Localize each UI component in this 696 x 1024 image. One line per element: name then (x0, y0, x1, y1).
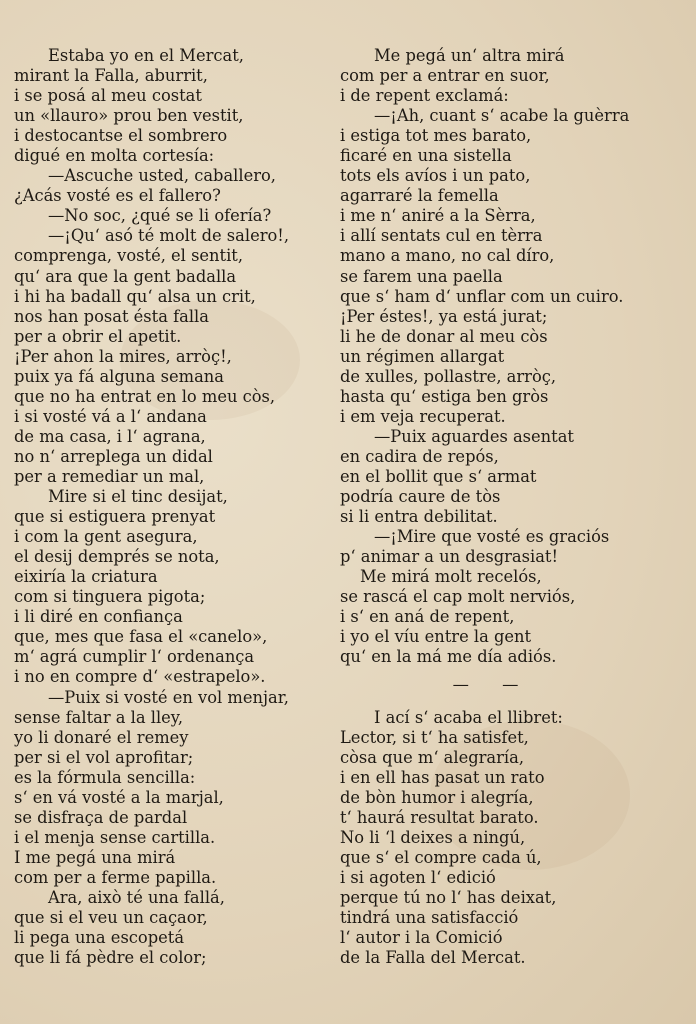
poem-line: digué en molta cortesía: (14, 146, 215, 166)
poem-line: comprenga, vosté, el sentit, (14, 246, 244, 266)
poem-line: I ací s‘ acaba el llibret: (374, 707, 563, 727)
poem-line: —No soc, ¿qué se li ofería? (48, 206, 272, 226)
poem-line: que si el veu un caçaor, (14, 908, 208, 928)
poem-line: com si tinguera pigota; (14, 587, 206, 607)
poem-line: com per a entrar en suor, (340, 66, 550, 86)
poem-line: i el menja sense cartilla. (14, 827, 216, 847)
poem-line: i s‘ en aná de repent, (340, 607, 515, 627)
poem-line: l‘ autor i la Comició (340, 928, 503, 948)
poem-line: se farem una paella (340, 266, 503, 286)
poem-line: que s‘ ham d‘ unflar com un cuiro. (340, 286, 624, 306)
poem-line: i com la gent asegura, (14, 527, 198, 547)
poem-line: Ara, això té una fallá, (48, 887, 225, 907)
closing-verses (340, 708, 685, 969)
poem-line: i em veja recuperat. (340, 406, 506, 426)
poem-line: de xulles, pollastre, arròç, (340, 366, 557, 386)
poem-line: p‘ animar a un desgrasiat! (340, 547, 558, 567)
poem-line: —Puix si vosté en vol menjar, (48, 687, 289, 707)
poem-line: puix ya fá alguna semana (14, 366, 224, 386)
poem-line: en cadira de repós, (340, 446, 499, 466)
poem-line: i si agoten l‘ edició (340, 867, 496, 887)
poem-line: —Ascuche usted, caballero, (48, 166, 276, 186)
poem-line: li he de donar al meu còs (340, 326, 548, 346)
poem-line: que no ha entrat en lo meu còs, (14, 386, 276, 406)
poem-line: de bòn humor i alegría, (340, 787, 534, 807)
poem-line: en el bollit que s‘ armat (340, 466, 537, 486)
poem-line: per a remediar un mal, (14, 466, 205, 486)
poem-line: —¡Mire que vosté es graciós (374, 527, 610, 547)
poem-line: com per a ferme papilla. (14, 867, 217, 887)
poem-line: un régimen allargat (340, 346, 505, 366)
poem-line: que li fá pèdre el color; (14, 948, 207, 968)
poem-line: i se posá al meu costat (14, 86, 202, 106)
poem-line: i me n‘ aniré a la Sèrra, (340, 206, 536, 226)
poem-line: ficaré en una sistella (340, 146, 512, 166)
poem-line: ¿Acás vosté es el fallero? (14, 186, 221, 206)
poem-line: de la Falla del Mercat. (340, 948, 526, 968)
poem-line: per a obrir el apetit. (14, 326, 182, 346)
poem-line: agarraré la femella (340, 186, 499, 206)
poem-line: i en ell has pasat un rato (340, 767, 545, 787)
poem-line: i allí sentats cul en tèrra (340, 226, 543, 246)
poem-line: que, mes que fasa el «canelo», (14, 627, 268, 647)
poem-line: podría caure de tòs (340, 487, 501, 507)
poem-line: li pega una escopetá (14, 928, 185, 948)
poem-line: —Puix aguardes asentat (374, 426, 574, 446)
poem-line: —¡Qu‘ asó té molt de salero!, (48, 226, 290, 246)
poem-line: i no en compre d‘ «estrapelo». (14, 667, 266, 687)
poem-line: sense faltar a la lley, (14, 707, 184, 727)
poem-line: que s‘ el compre cada ú, (340, 847, 542, 867)
poem-line: no n‘ arreplega un didal (14, 446, 213, 466)
poem-line: qu‘ en la má me día adiós. (340, 647, 557, 667)
left-poem-column (14, 46, 334, 968)
poem-line: Estaba yo en el Mercat, (48, 46, 244, 65)
section-separator: — — (452, 675, 533, 695)
poem-line: perque tú no l‘ has deixat, (340, 887, 557, 907)
poem-line: nos han posat ésta falla (14, 306, 209, 326)
poem-line: se rascá el cap molt nerviós, (340, 587, 576, 607)
poem-line: Lector, si t‘ ha satisfet, (340, 727, 529, 747)
poem-line: mirant la Falla, aburrit, (14, 66, 208, 86)
poem-line: t‘ haurá resultat barato. (340, 807, 539, 827)
poem-line: un «llauro» prou ben vestit, (14, 106, 244, 126)
poem-line: que si estiguera prenyat (14, 507, 216, 527)
poem-line: tindrá una satisfacció (340, 907, 519, 927)
poem-line: No li ‘l deixes a ningú, (340, 827, 526, 847)
poem-line: eixiría la criatura (14, 567, 158, 587)
poem-line: per si el vol aprofitar; (14, 747, 194, 767)
poem-line: m‘ agrá cumplir l‘ ordenança (14, 647, 255, 667)
poem-line: I me pegá una mirá (14, 847, 176, 867)
right-poem-column (340, 46, 685, 968)
poem-line: tots els avíos i un pato, (340, 166, 531, 186)
poem-line: de ma casa, i l‘ agrana, (14, 426, 206, 446)
poem-line: i si vosté vá a l‘ andana (14, 406, 207, 426)
poem-line: i hi ha badall qu‘ alsa un crit, (14, 286, 256, 306)
poem-line: i yo el víu entre la gent (340, 627, 532, 647)
poem-line: i estiga tot mes barato, (340, 126, 532, 146)
poem-line: qu‘ ara que la gent badalla (14, 266, 237, 286)
poem-line: i li diré en confiança (14, 607, 183, 627)
poem-line: hasta qu‘ estiga ben gròs (340, 386, 549, 406)
poem-line: si li entra debilitat. (340, 507, 498, 527)
right-poem-stanza-group (340, 46, 685, 667)
poem-line: —¡Ah, cuant s‘ acabe la guèrra (374, 106, 630, 126)
poem-line: ¡Per ahon la mires, arròç!, (14, 346, 232, 366)
poem-line: ¡Per éstes!, ya está jurat; (340, 306, 548, 326)
poem-line: i de repent exclamá: (340, 86, 509, 106)
poem-line: yo li donaré el remey (14, 727, 189, 747)
poem-line: es la fórmula sencilla: (14, 767, 196, 787)
poem-line: Me mirá molt recelós, (360, 567, 542, 587)
poem-line: se disfraça de pardal (14, 807, 188, 827)
poem-line: Me pegá un‘ altra mirá (374, 46, 565, 65)
poem-line: i destocantse el sombrero (14, 126, 228, 146)
poem-line: còsa que m‘ alegraría, (340, 747, 524, 767)
poem-line: mano a mano, no cal díro, (340, 246, 555, 266)
poem-line: s‘ en vá vosté a la marjal, (14, 787, 224, 807)
poem-line: Mire si el tinc desijat, (48, 487, 228, 507)
poem-line: el desij demprés se nota, (14, 547, 220, 567)
